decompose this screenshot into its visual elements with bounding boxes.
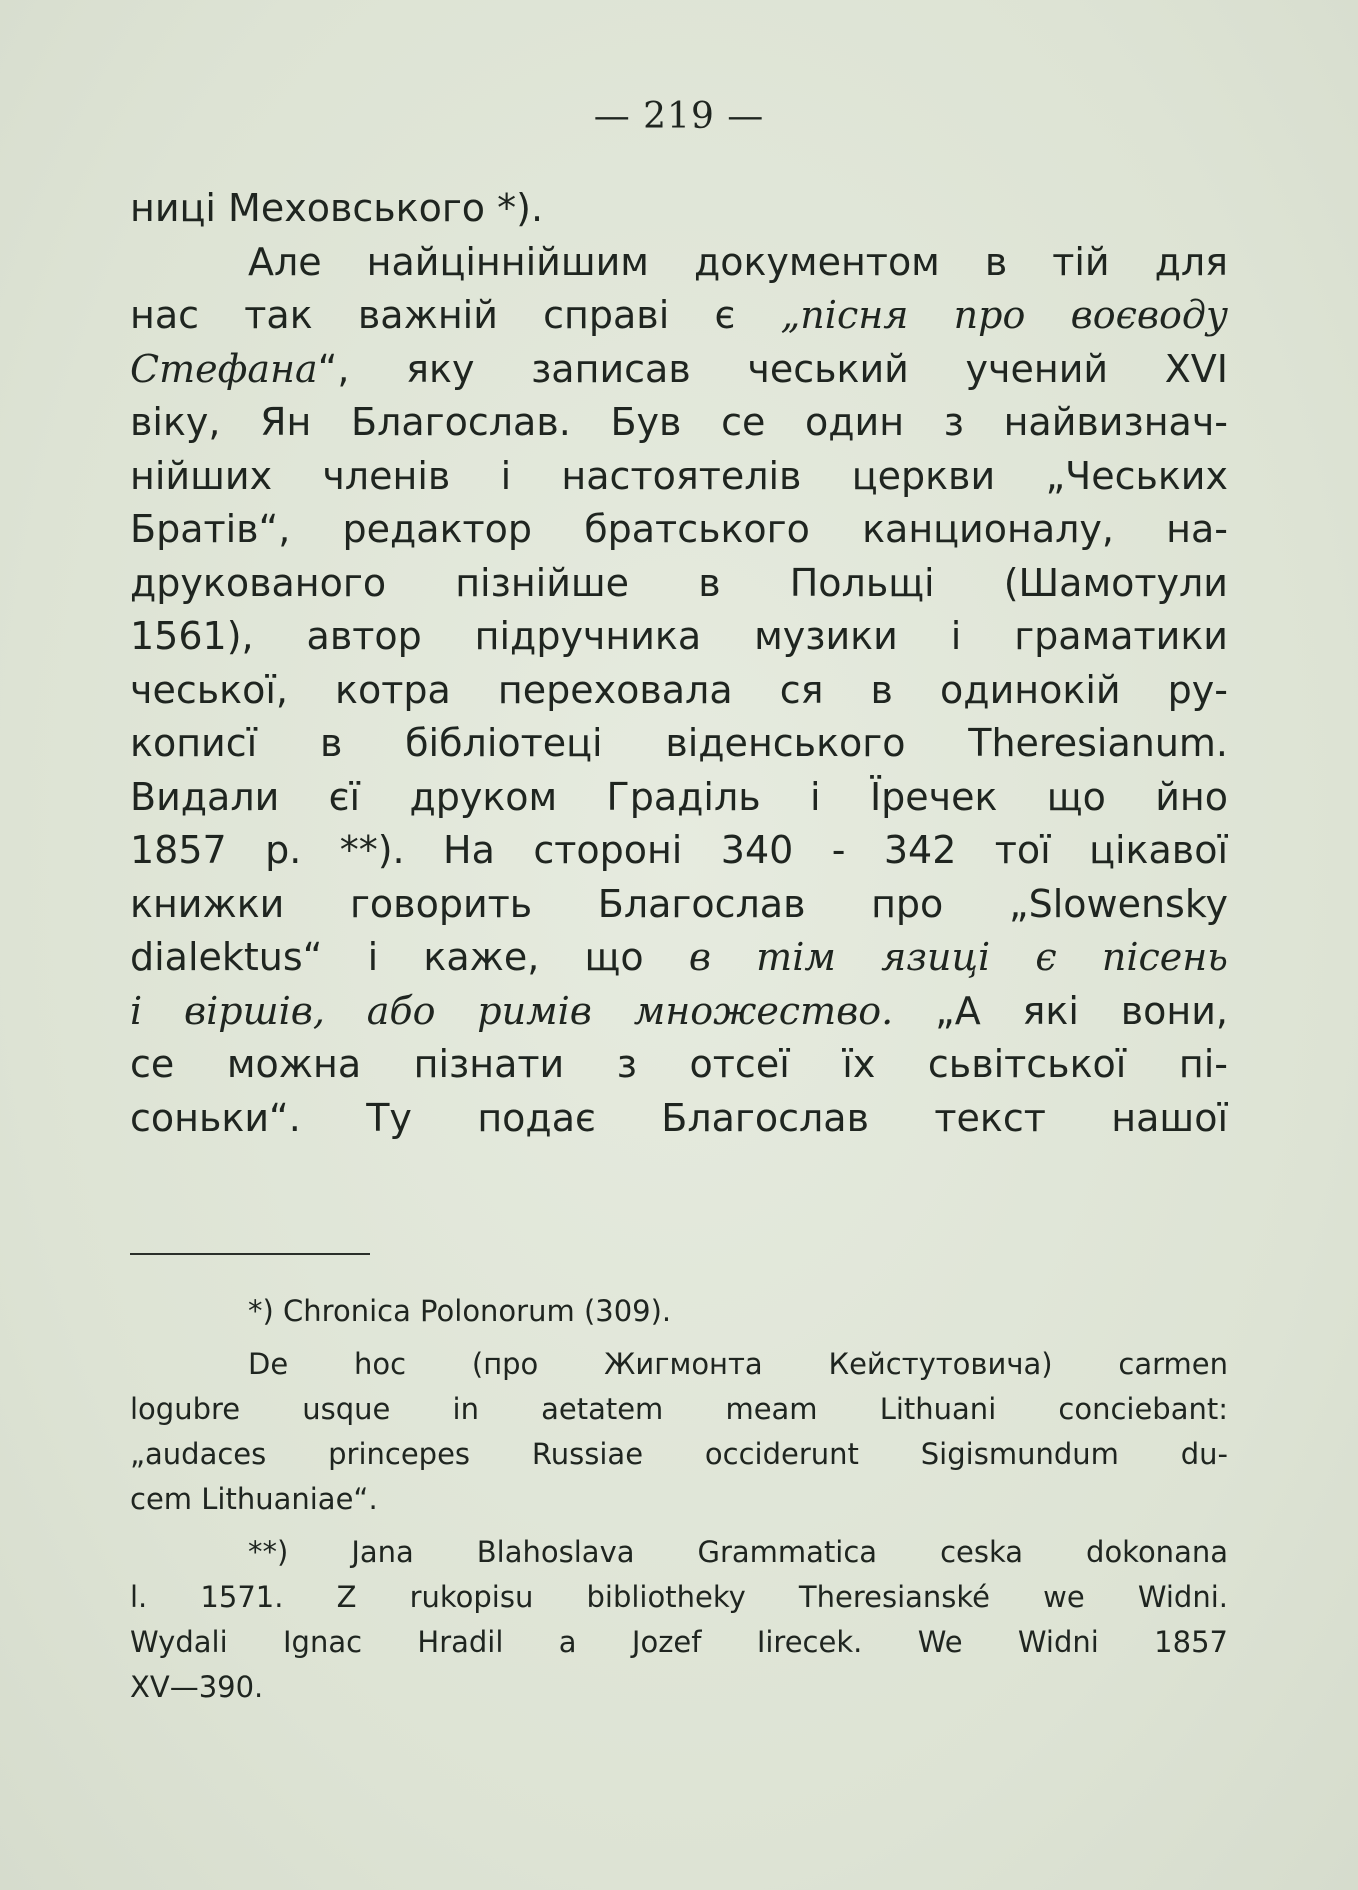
footnote-divider (130, 1253, 370, 1255)
footnote-1 (130, 1289, 1228, 1334)
footnote-line: *) Chronica Polonorum (309). (248, 1294, 672, 1328)
text-line: чеської, котра переховала ся в одинокій ру- (130, 667, 1228, 712)
footnote-line: **) Jana Blahoslava Grammatica ceska dokonana (248, 1535, 1228, 1569)
text-line: 1857 р. **). На стороні 340 - 342 тої цікавої (130, 828, 1228, 872)
text-fragment: нас так важній справі є (130, 293, 781, 337)
page-number: — 219 — (593, 96, 765, 137)
text-line: Видали єї друком Граділь і Їречек що йно (130, 774, 1228, 819)
footnote-line: „audaces princepes Russiae occiderunt Sigismundum du- (130, 1437, 1228, 1471)
footnote-1-continued (130, 1342, 1228, 1522)
footnote-line: Wydali Ignac Hradil a Jozef Iirecek. We Widni 1857 (130, 1625, 1228, 1659)
book-page (130, 92, 1228, 1718)
footnote-line: logubre usque in aetatem meam Lithuani conciebant: (130, 1392, 1228, 1426)
footnote-line: XV—390. (130, 1670, 264, 1704)
text-line: Братів“, редактор братського канционалу, на- (130, 507, 1228, 551)
text-line: кописї в бібліотеці віденського Theresianum. (130, 721, 1228, 765)
footnote-2 (130, 1530, 1228, 1710)
italic-fragment: в тім язиці є пісень (688, 935, 1228, 979)
text-line: соньки“. Ту подає Благослав текст нашої (130, 1095, 1228, 1140)
text-line: Але найціннійшим документом в тій для (248, 239, 1228, 284)
text-line (130, 931, 1228, 985)
text-line (130, 343, 1228, 397)
text-fragment: dialektus“ і каже, що (130, 935, 689, 979)
text-line: се можна пізнати з отсеї їх сьвітської пі- (130, 1042, 1228, 1086)
text-fragment: “, яку записав чеський учений XVI (317, 346, 1228, 391)
footnote-line: cem Lithuaniae“. (130, 1482, 378, 1516)
main-text (130, 182, 1228, 1145)
text-line: віку, Ян Благослав. Був се один з найвизнач- (130, 400, 1228, 444)
italic-fragment: Стефана (130, 346, 318, 391)
text-line: ниці Меховського *). (130, 186, 544, 230)
text-line: друкованого пізнійше в Польщі (Шамотули (130, 560, 1228, 605)
footnotes (130, 1289, 1228, 1710)
text-line: нійших членів і настоятелів церкви „Чеських (130, 453, 1228, 498)
text-line (130, 985, 1228, 1039)
text-fragment: „А які вони, (893, 988, 1228, 1033)
footnote-line: De hoc (про Жигмонта Кейстутовича) carmen (248, 1347, 1228, 1381)
text-line: 1561), автор підручника музики і граматики (130, 614, 1228, 658)
italic-fragment: і віршів, або римів множество. (130, 988, 894, 1033)
footnote-line: l. 1571. Z rukopisu bibliotheky Theresianské we Widni. (130, 1580, 1228, 1614)
italic-fragment: „пісня про воєводу (780, 293, 1228, 337)
text-line (130, 289, 1228, 343)
text-line: книжки говорить Благослав про „Slowensky (130, 881, 1228, 926)
